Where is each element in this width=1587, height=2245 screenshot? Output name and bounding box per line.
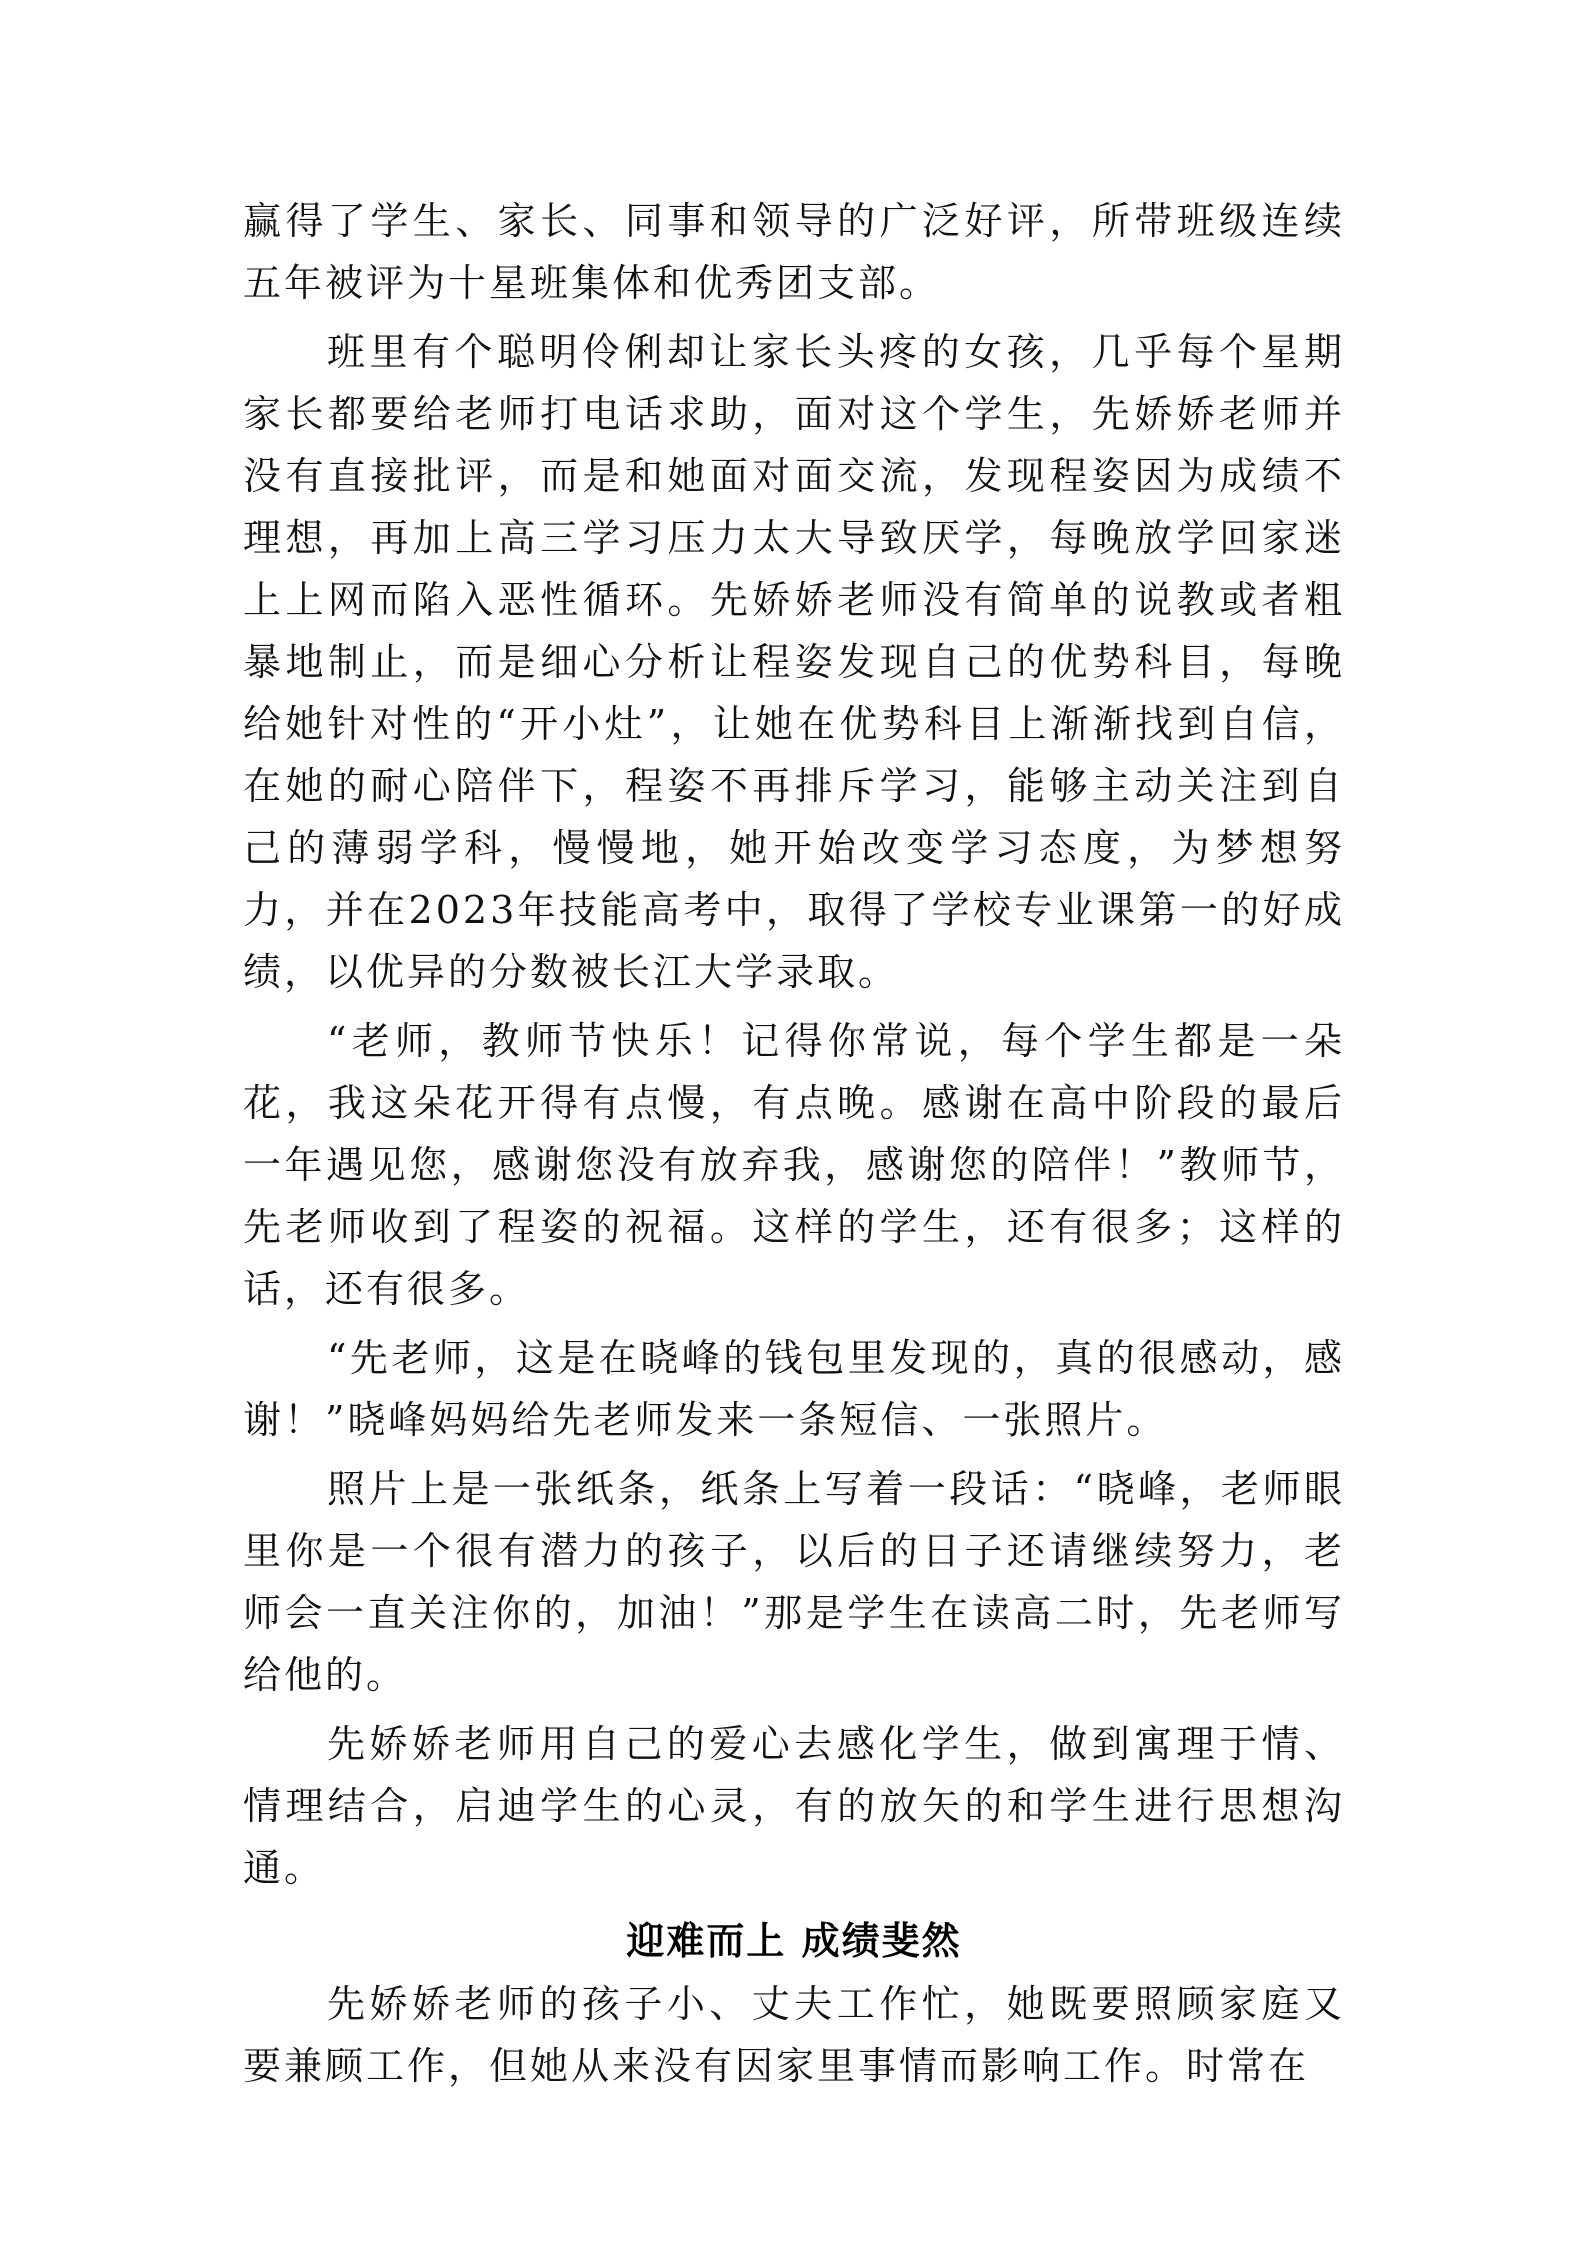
paragraph-family-work: 先娇娇老师的孩子小、丈夫工作忙，她既要照顾家庭又要兼顾工作，但她从来没有因家里事情而影响工作。时常在 (243, 1982, 1345, 2088)
paragraph-note-photo: 照片上是一张纸条，纸条上写着一段话：“晓峰，老师眼里你是一个很有潜力的孩子，以后的日子还请继续努力，老师会一直关注你的，加油！”那是学生在读高二时，先老师写给他的。 (243, 1467, 1345, 1697)
paragraph-summary: 先娇娇老师用自己的爱心去感化学生，做到寓理于情、情理结合，启迪学生的心灵，有的放矢的和学生进行思想沟通。 (243, 1722, 1345, 1890)
paragraph-chengzi-story: 班里有个聪明伶俐却让家长头疼的女孩，几乎每个星期家长都要给老师打电话求助，面对这个学生，先娇娇老师并没有直接批评，而是和她面对面交流，发现程姿因为成绩不理想，再加上高三学习压力太大导致厌学，每晚放学回家迷上上网而陷入恶性循环。先娇娇老师没有简单的说教或者粗暴地制止，而是细心分析让程姿发现自己的优势科目，每晚给她针对性的“开小灶”，让她在优势科目上渐渐找到自信，在她的耐心陪伴下，程姿不再排斥学习，能够主动关注到自己的薄弱学科，慢慢地，她开始改变学习态度，为梦想努力，并在2023年技能高考中，取得了学校专业课第一的好成绩，以优异的分数被长江大学录取。 (243, 330, 1345, 994)
paragraph-xiaofeng-mother-message: “先老师，这是在晓峰的钱包里发现的，真的很感动，感谢！”晓峰妈妈给先老师发来一条短信、一张照片。 (243, 1336, 1345, 1442)
paragraph-teachers-day-message: “老师，教师节快乐！记得你常说，每个学生都是一朵花，我这朵花开得有点慢，有点晚。感谢在高中阶段的最后一年遇见您，感谢您没有放弃我，感谢您的陪伴！”教师节，先老师收到了程姿的祝福。这样的学生，还有很多；这样的话，还有很多。 (243, 1019, 1345, 1311)
document-body (243, 190, 1345, 2097)
section-heading: 迎难而上 成绩斐然 (626, 1919, 962, 1963)
paragraph-continuation: 赢得了学生、家长、同事和领导的广泛好评，所带班级连续五年被评为十星班集体和优秀团支部。 (243, 199, 1345, 305)
